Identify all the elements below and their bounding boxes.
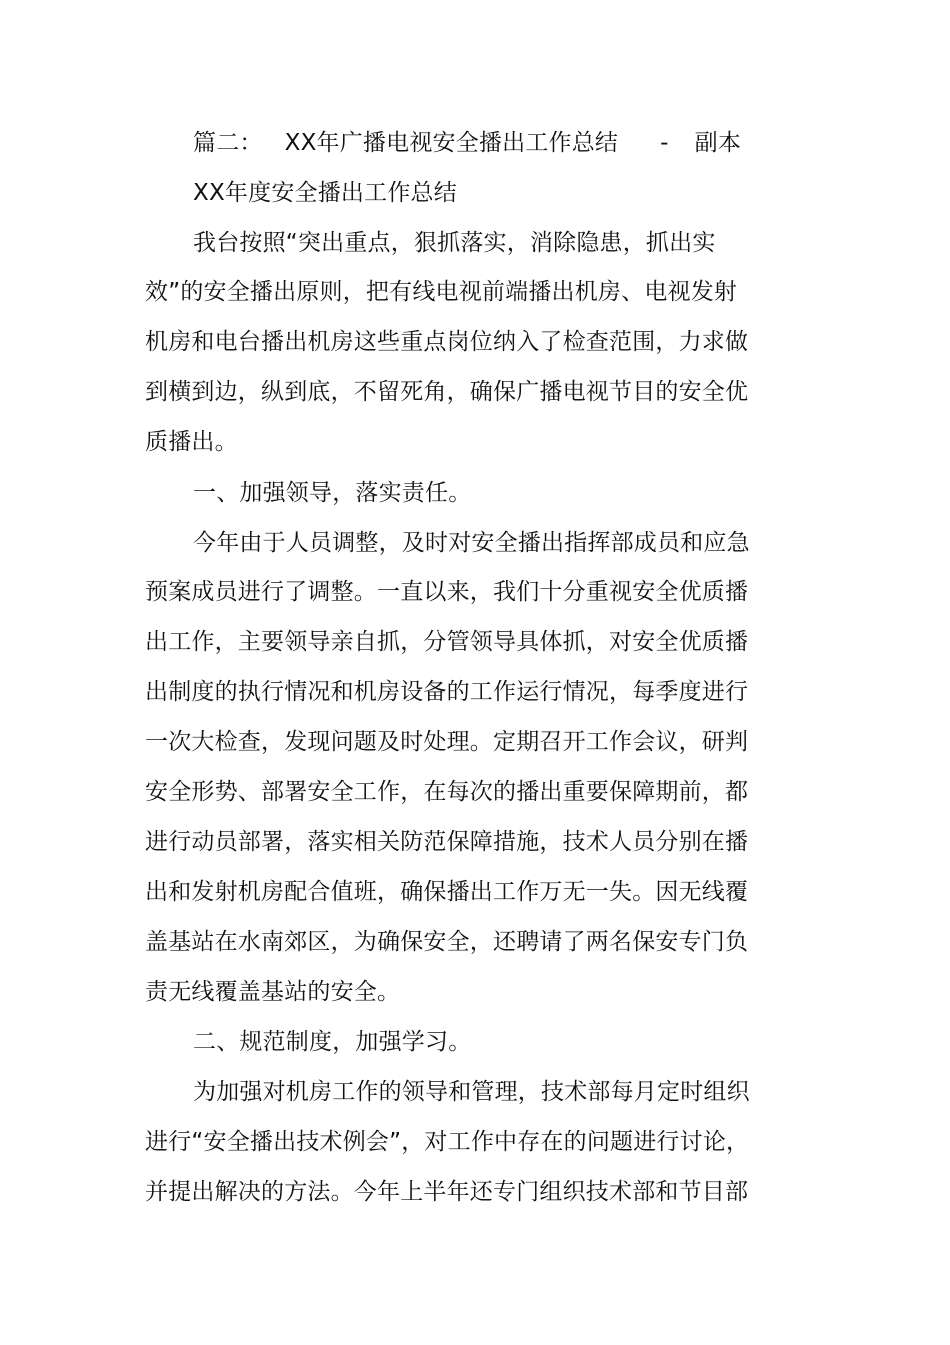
paragraph-line: 出和发射机房配合值班，确保播出工作万无一失。因无线覆 — [145, 879, 749, 905]
title-dash: - — [660, 130, 669, 156]
title-main: XX年广播电视安全播出工作总结 — [284, 130, 619, 156]
paragraph-line: 出工作，主要领导亲自抓，分管领导具体抓，对安全优质播 — [145, 629, 749, 655]
paragraph-line: 我台按照“突出重点，狠抓落实，消除隐患，抓出实 — [193, 230, 716, 256]
paragraph-line: 进行“安全播出技术例会”，对工作中存在的问题进行讨论， — [145, 1129, 750, 1155]
title-suffix: 副本 — [694, 130, 742, 156]
paragraph-line: 一次大检查，发现问题及时处理。定期召开工作会议，研判 — [145, 729, 749, 755]
paragraph-line: 效”的安全播出原则，把有线电视前端播出机房、电视发射 — [145, 279, 738, 305]
paragraph-line: 为加强对机房工作的领导和管理，技术部每月定时组织 — [193, 1079, 750, 1105]
paragraph-line: 机房和电台播出机房这些重点岗位纳入了检查范围，力求做 — [145, 329, 749, 355]
section-heading: 二、规范制度，加强学习。 — [193, 1029, 472, 1055]
paragraph-line: 进行动员部署，落实相关防范保障措施，技术人员分别在播 — [145, 829, 749, 855]
title-prefix: 篇二： — [193, 130, 263, 156]
paragraph-line: 并提出解决的方法。今年上半年还专门组织技术部和节目部 — [145, 1179, 749, 1205]
paragraph-line: 责无线覆盖基站的安全。 — [145, 979, 401, 1005]
document-title — [193, 128, 741, 158]
paragraph-line: 出制度的执行情况和机房设备的工作运行情况，每季度进行 — [145, 679, 749, 705]
document-subtitle: XX年度安全播出工作总结 — [193, 180, 457, 206]
paragraph-line: 预案成员进行了调整。一直以来，我们十分重视安全优质播 — [145, 579, 749, 605]
paragraph-line: 安全形势、部署安全工作，在每次的播出重要保障期前，都 — [145, 779, 749, 805]
paragraph-line: 质播出。 — [145, 429, 238, 455]
paragraph-line: 盖基站在水南郊区，为确保安全，还聘请了两名保安专门负 — [145, 929, 749, 955]
paragraph-line: 今年由于人员调整，及时对安全播出指挥部成员和应急 — [193, 530, 750, 556]
paragraph-line: 到横到边，纵到底，不留死角，确保广播电视节目的安全优 — [145, 379, 749, 405]
section-heading: 一、加强领导，落实责任。 — [193, 480, 472, 506]
